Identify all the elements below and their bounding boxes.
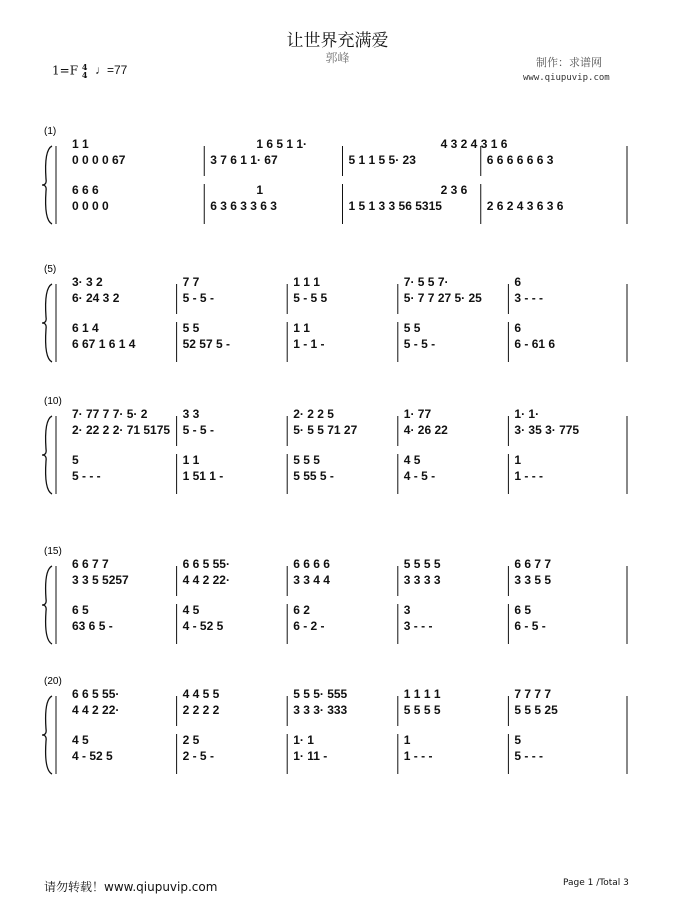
jianpu-notes: 6 6 5 55·: [182, 557, 230, 571]
jianpu-notes: 5 - - -: [514, 749, 544, 763]
jianpu-notes: 5: [72, 453, 79, 467]
jianpu-notes: 4 5: [403, 453, 421, 467]
jianpu-notes: 1 1: [182, 453, 200, 467]
jianpu-notes: 1 51 1 -: [182, 469, 224, 483]
system-number: (10): [44, 396, 62, 407]
key-label: 1=F: [52, 63, 79, 78]
jianpu-notes: 5· 7 7 27 5· 25: [403, 291, 482, 305]
jianpu-notes: 1· 11 -: [293, 749, 328, 763]
jianpu-notes: 3· 35 3· 775: [514, 423, 580, 437]
jianpu-notes: 5 - 5 -: [182, 291, 214, 305]
maker-credit: 制作：求谱网: [536, 56, 602, 69]
score-system: [42, 676, 627, 774]
jianpu-notes: 1: [514, 453, 522, 467]
jianpu-notes: 6 5: [514, 603, 532, 617]
jianpu-notes: 3 3 3 3: [403, 573, 441, 587]
jianpu-notes: 1 1: [72, 137, 89, 151]
jianpu-notes: 6 67 1 6 1 4: [72, 337, 136, 351]
jianpu-notes: 6 - 2 -: [293, 619, 325, 633]
jianpu-notes: 5 5 5: [293, 453, 320, 467]
jianpu-notes: 3 3 4 4: [293, 573, 330, 587]
jianpu-notes: 5 1 1 5 5· 23: [348, 153, 416, 167]
jianpu-notes: 1: [403, 733, 411, 747]
jianpu-notes: 5 - - -: [72, 469, 101, 483]
jianpu-notes: 4 4 2 22·: [72, 703, 120, 717]
jianpu-notes: 2 - 5 -: [182, 749, 214, 763]
jianpu-notes: 5 - 5 5: [293, 291, 328, 305]
jianpu-notes: 5 55 5 -: [293, 469, 334, 483]
system-number: (15): [44, 546, 62, 557]
jianpu-notes: 1 1 1 1: [403, 687, 441, 701]
jianpu-notes: 3· 3 2: [72, 275, 103, 289]
jianpu-notes: 5: [514, 733, 522, 747]
staff-brace: [42, 416, 52, 494]
jianpu-notes: 2· 22 2 2· 71 5175: [72, 423, 171, 437]
jianpu-notes: 4 - 52 5: [182, 619, 224, 633]
jianpu-notes: 6 5: [72, 603, 89, 617]
jianpu-notes: 4 - 5 -: [403, 469, 436, 483]
jianpu-notes: 3 7 6 1 1· 67: [210, 153, 278, 167]
staff-brace: [42, 146, 52, 224]
jianpu-notes: 7· 77 7 7· 5· 2: [72, 407, 148, 421]
jianpu-notes: 1 1: [293, 321, 310, 335]
page-indicator: Page 1 /Total 3: [563, 878, 629, 888]
jianpu-notes: 0 0 0 0: [72, 199, 109, 213]
song-title: 让世界充满爱: [286, 31, 389, 51]
staff-brace: [42, 284, 52, 362]
score-system: [42, 396, 627, 494]
jianpu-notes: 1: [256, 183, 264, 197]
jianpu-notes: 2· 2 2 5: [293, 407, 334, 421]
jianpu-notes: 4 5: [72, 733, 89, 747]
jianpu-notes: 3 - - -: [514, 291, 544, 305]
jianpu-notes: 5 5: [182, 321, 200, 335]
score-systems: [42, 126, 627, 774]
tempo-marking: ♩=77: [95, 63, 128, 77]
jianpu-notes: 2 6 2 4 3 6 3 6: [486, 199, 564, 213]
jianpu-notes: 5 5 5 5: [403, 703, 441, 717]
jianpu-notes: 6 1 4: [72, 321, 99, 335]
jianpu-notes: 4· 26 22: [403, 423, 448, 437]
jianpu-notes: 6 6 7 7: [72, 557, 109, 571]
jianpu-notes: 52 57 5 -: [182, 337, 230, 351]
jianpu-notes: 5· 5 5 71 27: [293, 423, 358, 437]
jianpu-notes: 3 3 5 5257: [72, 573, 129, 587]
jianpu-notes: 1 - 1 -: [293, 337, 325, 351]
time-sig-top: 4: [81, 62, 88, 72]
jianpu-notes: 6: [514, 275, 522, 289]
jianpu-notes: 3 3: [182, 407, 200, 421]
score-system: [42, 264, 627, 362]
jianpu-notes: 1· 77: [403, 407, 432, 421]
jianpu-notes: 5 5 5· 555: [293, 687, 348, 701]
jianpu-notes: 1 6 5 1 1·: [256, 137, 308, 151]
jianpu-notes: 5 - 5 -: [182, 423, 214, 437]
jianpu-notes: 3: [403, 603, 411, 617]
jianpu-notes: 7 7: [182, 275, 200, 289]
jianpu-notes: 6 - 61 6: [514, 337, 556, 351]
jianpu-notes: 2 2 2 2: [182, 703, 220, 717]
jianpu-notes: 4 5: [182, 603, 200, 617]
jianpu-notes: 6 6 6: [72, 183, 99, 197]
jianpu-notes: 63 6 5 -: [72, 619, 113, 633]
jianpu-notes: 4 4 5 5: [182, 687, 220, 701]
jianpu-notes: 1 1 1: [293, 275, 320, 289]
jianpu-notes: 1· 1: [293, 733, 314, 747]
jianpu-notes: 3 3 3· 333: [293, 703, 348, 717]
score-system: [42, 126, 627, 224]
jianpu-notes: 2 3 6: [440, 183, 468, 197]
jianpu-notes: 6 6 6 6: [293, 557, 330, 571]
jianpu-notes: 6 6 6 6 6 6 3: [486, 153, 554, 167]
jianpu-notes: 2 5: [182, 733, 200, 747]
time-sig-bottom: 4: [81, 70, 88, 80]
jianpu-notes: 4 4 2 22·: [182, 573, 230, 587]
jianpu-notes: 6 6 5 55·: [72, 687, 120, 701]
jianpu-notes: 3 - - -: [403, 619, 433, 633]
jianpu-notes: 1· 1·: [514, 407, 540, 421]
jianpu-notes: 6 3 6 3 3 6 3: [210, 199, 277, 213]
jianpu-notes: 1 5 1 3 3 56 5315: [348, 199, 442, 213]
staff-brace: [42, 566, 52, 644]
system-number: (20): [44, 676, 62, 687]
jianpu-notes: 1 - - -: [514, 469, 544, 483]
jianpu-notes: 5 5 5 25: [514, 703, 558, 717]
jianpu-notes: 7 7 7 7: [514, 687, 552, 701]
score-system: [42, 546, 627, 644]
jianpu-notes: 5 5 5 5: [403, 557, 441, 571]
jianpu-notes: 6: [514, 321, 522, 335]
jianpu-notes: 6 - 5 -: [514, 619, 546, 633]
jianpu-notes: 6 2: [293, 603, 310, 617]
jianpu-notes: 1 - - -: [403, 749, 433, 763]
staff-brace: [42, 696, 52, 774]
jianpu-notes: 7· 5 5 7·: [403, 275, 449, 289]
jianpu-notes: 5 5: [403, 321, 421, 335]
jianpu-notes: 6 6 7 7: [514, 557, 552, 571]
jianpu-notes: 6· 24 3 2: [72, 291, 120, 305]
system-number: (1): [44, 126, 57, 137]
composer-name: 郭峰: [325, 51, 350, 65]
jianpu-notes: 5 - 5 -: [403, 337, 436, 351]
footer-notice: 请勿转载！www.qiupuvip.com: [44, 880, 218, 894]
jianpu-notes: 4 3 2 4 3 1 6: [440, 137, 508, 151]
system-number: (5): [44, 264, 57, 275]
jianpu-notes: 4 - 52 5: [72, 749, 113, 763]
website-url[interactable]: www.qiupuvip.com: [523, 73, 610, 83]
jianpu-notes: 0 0 0 0 67: [72, 153, 126, 167]
jianpu-notes: 3 3 5 5: [514, 573, 552, 587]
